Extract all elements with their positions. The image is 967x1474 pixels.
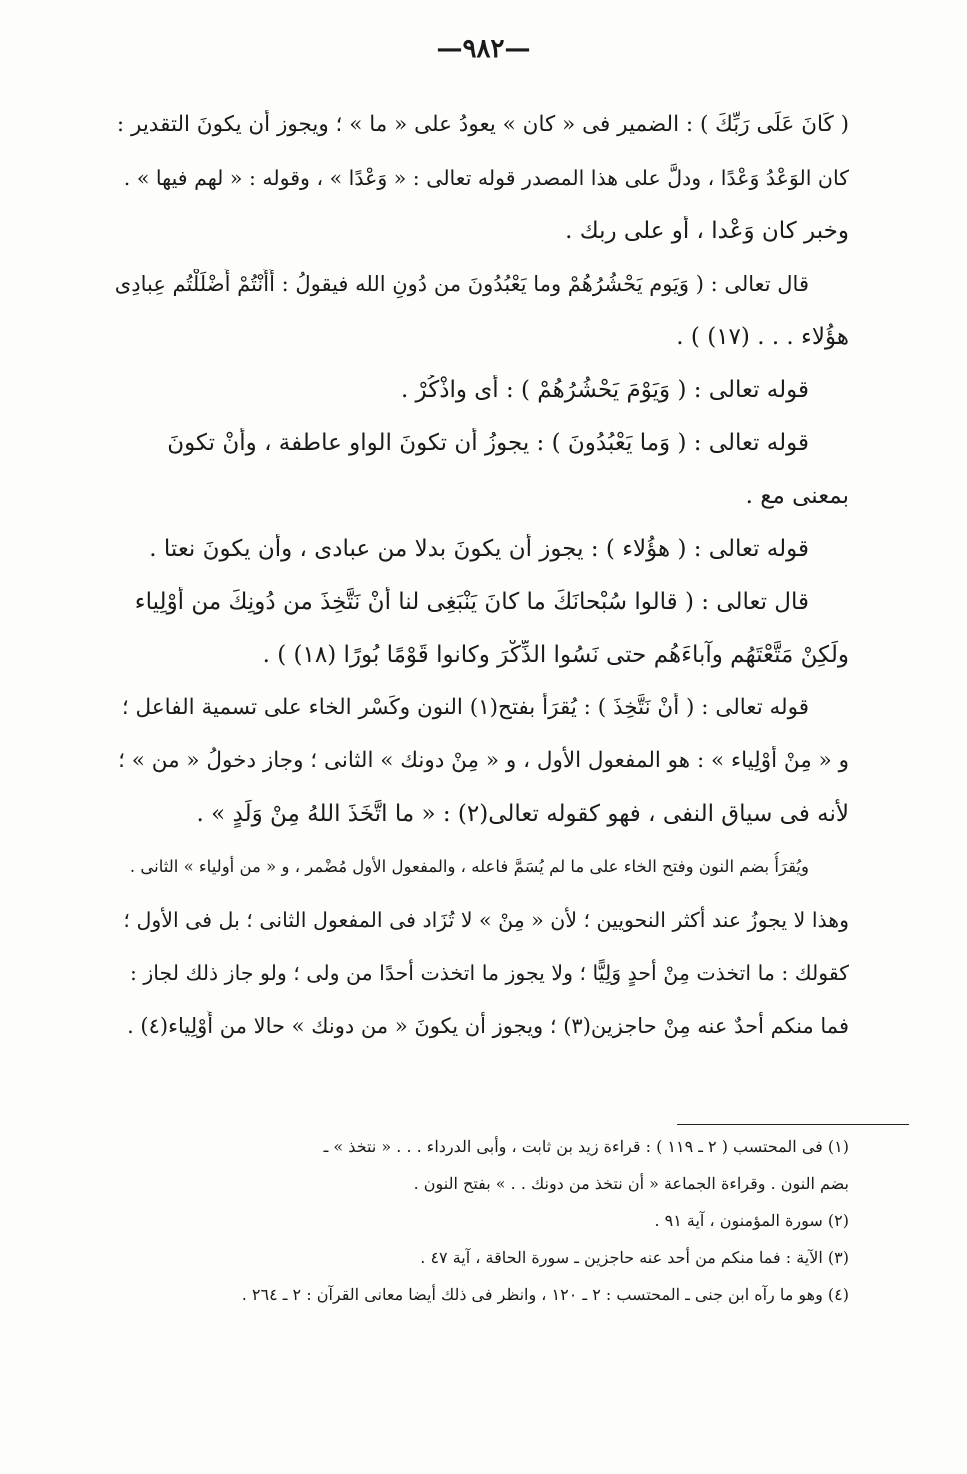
footnote-line: (٢) سورة المؤمنون ، آية ٩١ . — [654, 1211, 849, 1230]
text-line: قال تعالى : ( قالوا سُبْحانَكَ ما كانَ يَنْبَغِى لنا أنْ نَتَّخِذَ من دُونِكَ من أَوْلِياء — [134, 589, 809, 615]
main-text — [114, 110, 849, 1064]
text-line: قوله تعالى : ( وَما يَعْبُدُونَ ) : يجوزُ أن تكونَ الواو عاطفة ، وأنْ تكونَ — [167, 430, 809, 456]
text-line: فما منكم أحدٌ عنه مِنْ حاجزين(٣) ؛ ويجوز أن يكونَ « من دونك » حالا من أَوْلِياء(٤) . — [127, 1014, 849, 1038]
text-line: كان الوَعْدُ وَعْدًا ، ودلَّ على هذا المصدر قوله تعالى : « وَعْدًا » ، وقوله : « لهم فيها » . — [123, 166, 849, 190]
text-line: بمعنى مع . — [745, 483, 849, 509]
text-line: ( كَانَ عَلَى رَبِّكَ ) : الضمير فى « كان » يعودُ على « ما » ؛ ويجوز أن يكونَ التقدير : — [116, 112, 849, 137]
text-line: قال تعالى : ( وَيَوم يَحْشُرُهُمْ وما يَعْبُدُونَ من دُونِ الله فيقولُ : أَأَنْتُمْ أَضْلَلْتُم عِبادِى — [114, 272, 809, 296]
footnote-line: (٤) وهو ما رآه ابن جنى ـ المحتسب : ٢ ـ ١٢٠ ، وانظر فى ذلك أيضا معانى القرآن : ٢ ـ ٢٦٤ . — [241, 1285, 849, 1304]
text-line: قوله تعالى : ( أنْ نَتَّخِذَ ) : يُقرَأُ بفتح(١) النون وكَسْر الخاء على تسمية الفاعل ؛ — [121, 695, 809, 720]
page-number: —٩٨٢— — [436, 34, 531, 64]
text-line: كقولك : ما اتخذت مِنْ أحدٍ وَلِيًّا ؛ ولا يجوز ما اتخذت أحدًا من ولى ؛ ولو جاز ذلك لجاز : — [129, 961, 849, 985]
footnotes — [69, 1136, 849, 1321]
footnote-line: (٣) الآية : فما منكم من أحد عنه حاجزين ـ سورة الحاقة ، آية ٤٧ . — [420, 1248, 849, 1267]
text-line: وهذا لا يجوزُ عند أكثر النحويين ؛ لأن « مِنْ » لا تُزَاد فى المفعول الثانى ؛ بل فى الأول ؛ — [123, 908, 849, 932]
footnote-line: بضم النون . وقراءة الجماعة « أن نتخذ من دونك . . » بفتح النون . — [413, 1174, 849, 1193]
text-line: هؤُلاء . . . (١٧) ) . — [676, 324, 849, 350]
text-line: و « مِنْ أوْلِياء » : هو المفعول الأول ، و « مِنْ دونك » الثانى ؛ وجاز دخولُ « من » ؛ — [118, 748, 849, 773]
text-line: قوله تعالى : ( وَيَوْمَ يَحْشُرُهُمْ ) : أى واذْكُرْ . — [400, 377, 809, 403]
text-line: وخبر كان وَعْدا ، أو على ربك . — [565, 218, 849, 244]
text-line: ويُقرَأُ بضم النون وفتح الخاء على ما لم يُسَمَّ فاعله ، والمفعول الأول مُضْمر ، و « من أولياء » الثانى . — [129, 857, 809, 876]
footnote-line: (١) فى المحتسب ( ٢ ـ ١١٩ ) : قراءة زيد بن ثابت ، وأبى الدرداء . . . « نتخذ » ـ — [323, 1137, 849, 1156]
footnote-separator — [677, 1124, 909, 1125]
text-line: قوله تعالى : ( هؤُلاء ) : يجوز أن يكونَ بدلا من عبادى ، وأن يكونَ نعتا . — [149, 536, 809, 562]
text-line: لأنه فى سياق النفى ، فهو كقوله تعالى(٢) : « ما اتَّخَذَ اللهُ مِنْ وَلَدٍ » . — [196, 801, 849, 827]
text-line: ولَكِنْ مَتَّعْتَهُم وآباءَهُم حتى نَسُوا الذِّكْرَ وكانوا قَوْمًا بُورًا (١٨) ) . — [262, 642, 849, 668]
